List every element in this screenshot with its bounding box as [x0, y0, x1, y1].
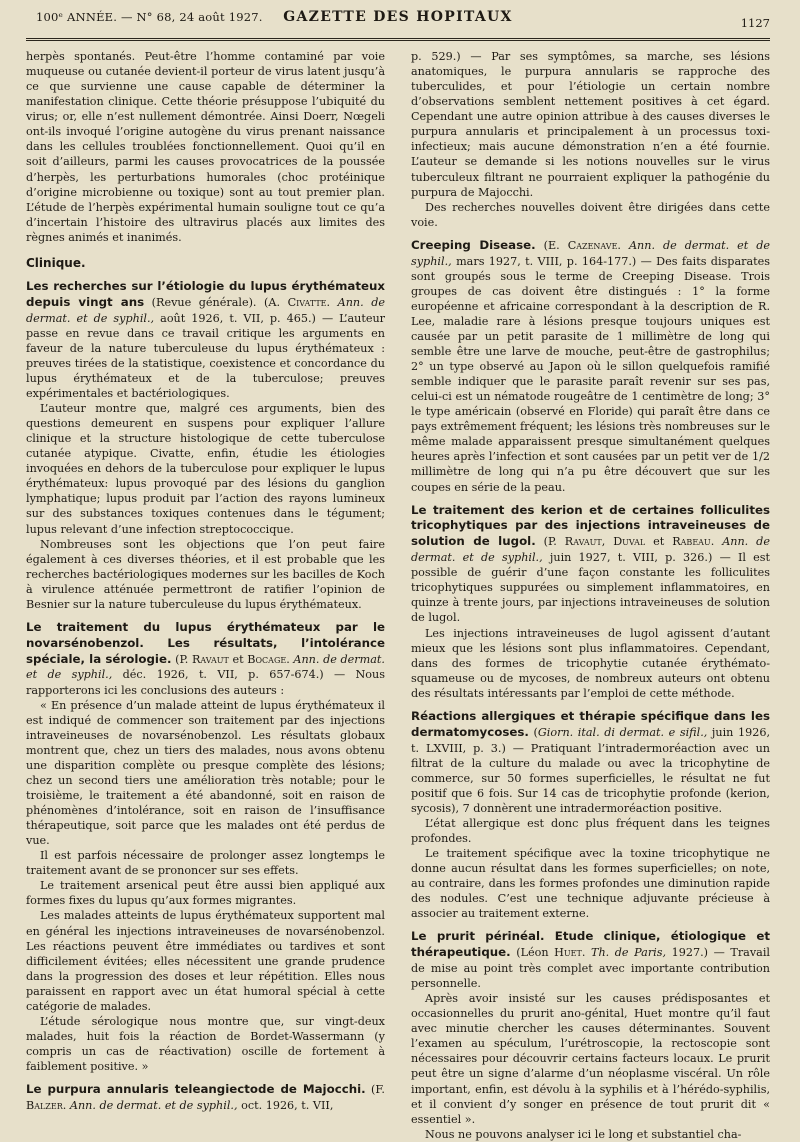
- reference-separator: .: [286, 652, 294, 666]
- article-creeping-disease: [411, 238, 770, 495]
- article-allergic-reactions: [411, 709, 770, 921]
- article-title: Le traitement du lupus érythémateux par le novarsénobenzol. Les résultats, l’intolérance spéciale, la sérologie.: [26, 619, 385, 666]
- author-name: Balzer: [26, 1099, 63, 1113]
- reference-separator: .: [617, 238, 629, 252]
- issue-info: 100ᵉ ANNÉE. — N° 68, 24 août 1927.: [36, 10, 263, 24]
- article-title: Réactions allergiques et thérapie spécifique dans les dermatomycoses.: [411, 708, 770, 739]
- reference-open: (Léon: [516, 946, 555, 960]
- article-body: — Pratiquant l’intradermoréaction avec un filtrat de la culture du malade ou avec la tricophytine de commerce, sur 50 formes superficielles, le résultat ne fut positif que 6 fois. Sur 14 cas de tricophytie profonde (kerion, sycosis), 7 donnèrent une intradermoréaction positive.: [411, 741, 770, 815]
- reference-details: août 1926, t. VII, p. 465.): [160, 311, 316, 325]
- article-paragraph: L’étude sérologique nous montre que, sur vingt-deux malades, huit fois la réaction de Bordet-Wassermann (y compris un cas de réactivation) oscille de fortement à faiblement positive. »: [26, 1014, 385, 1074]
- article-title: Le traitement des kerion et de certaines folliculites tricophytiques par des injections intraveineuses de solution de lugol.: [411, 502, 770, 549]
- reference-separator: ,: [601, 535, 614, 549]
- text-columns: [26, 49, 770, 1142]
- reference-details: mars 1927, t. VIII, p. 164-177.): [456, 254, 637, 268]
- article-lead: [26, 1082, 385, 1113]
- journal-name: Giorn. ital. di dermat. e sifil.,: [537, 725, 708, 739]
- article-paragraph: Il est parfois nécessaire de prolonger assez longtemps le traitement avant de se prononcer sur ses effets.: [26, 849, 385, 878]
- journal-name: Ann. de dermat. et de syphil.,: [69, 1099, 238, 1113]
- article-lupus-treatment: [26, 620, 385, 1074]
- article-paragraph: Les malades atteints de lupus érythémateux supportent mal en général les injections intraveineuses de novarsénobenzol. Les réactions peuvent être immédiates ou tardives et sont difficilement évitées; elles nécessitent une grande prudence dans la progression des doses et leur répétition. Elles nous paraissent en rapport avec un état humoral spécial à cette catégorie de malades.: [26, 909, 385, 1013]
- reference-open: (F.: [371, 1083, 385, 1097]
- article-paragraph: Les injections intraveineuses de lugol agissent d’autant mieux que les lésions sont plus inflammatoires. Cependant, dans des formes de tricophytie cutanée érythémato-squameuse ou de mycoses, de nombreux auteurs ont obtenu des résultats intéressants par l’emploi de cette méthode.: [411, 626, 770, 700]
- author-name: Bocage: [247, 652, 287, 666]
- author-name: Ravaut: [564, 535, 602, 549]
- reference-details: juin 1927, t. VIII, p. 326.): [549, 551, 713, 565]
- article-title: Les recherches sur l’étiologie du lupus érythémateux depuis vingt ans: [26, 278, 385, 309]
- article-reference: (Revue générale). (A.: [151, 295, 288, 309]
- article-kerion: [411, 503, 770, 701]
- article-paragraph: Après avoir insisté sur les causes prédisposantes et occasionnelles du prurit ano-génital, Huet montre qu’il faut avec minutie chercher les causes déterminantes. Souvent l’examen au spéculum, l’urétroscopie, la rectoscopie sont nécessaires pour découvrir certains facteurs locaux. Le prurit peut être un signe d’alarme d’un néoplasme viscéral. Un rôle important, enfin, est dévolu à la syphilis et à l’hérédo-syphilis, et il convient d’y songer en présence de tout prurit dit « essentiel ».: [411, 992, 770, 1126]
- article-paragraph: Le traitement spécifique avec la toxine tricophytique ne donne aucun résultat dans les formes superficielles; on note, au contraire, dans les formes profondes une diminution rapide des nodules. C’est une technique adjuvante précieuse à associer au traitement externe.: [411, 846, 770, 921]
- article-lead: [26, 620, 385, 698]
- article-body: — Travail de mise au point très complet avec importante contribution personnelle.: [411, 946, 770, 991]
- journal-name: Th. de Paris,: [590, 946, 667, 960]
- journal-title: GAZETTE DES HOPITAUX: [283, 9, 513, 25]
- reference-conjunction: et: [645, 535, 673, 549]
- journal-name: Ann. de dermat. et de syphil.,: [26, 652, 385, 682]
- article-paragraph: Des recherches nouvelles doivent être dirigées dans cette voie.: [411, 200, 770, 229]
- article-body: — L’auteur passe en revue dans ce travail critique les arguments en faveur de la nature tuberculeuse du lupus érythémateux : preuves tirées de la statistique, coexistence et concordance du lupus érythémateux et de la tuberculose; preuves expérimentales et bactériologiques.: [26, 311, 386, 400]
- article-paragraph: Nous ne pouvons analyser ici le long et substantiel cha-: [425, 1127, 742, 1141]
- reference-open: (E.: [543, 238, 568, 252]
- reference-details: juin 1926, t. LXVIII, p. 3.): [411, 725, 770, 755]
- author-name: Ravaut: [191, 652, 229, 666]
- article-body: — Des faits disparates sont groupés sous le terme de Creeping Disease. Trois groupes de cas doivent être distingués : 1° la forme européenne et africaine correspondant à la description de R. Lee, maladie rare à lésions presque toujours uniques est causée par un petit parasite de 1 millimètre de long qui semble être une larve de mouche, peut-être de gastrophilus; 2° un type observé au Japon où le sillon quelquefois ramifié semble indiquer que le parasite paraît revenir sur ses pas, celui-ci est un nématode rougeâtre de 1 centimètre de long; 3° le type américain (observé en Floride) qui paraît être dans ce pays extrêmement fréquent; les lésions très nombreuses sur le même malade apparaissent presque simultanément quelques heures après l’infection et sont causées par un petit ver de 1/2 millimètre de long qui n’a pu être découvert que sur les coupes en série de la peau.: [411, 254, 770, 494]
- article-paragraph: « En présence d’un malade atteint de lupus érythémateux il est indiqué de commencer son traitement par des injections intraveineuses de novarsénobenzol. Les résultats globaux montrent que, chez un tiers des malades, nous avons obtenu une disparition complète ou presque complète des lésions; chez un second tiers une amélioration très notable; pour le troisième, le traitement a été abandonné, soit en raison de phénomènes d’intolérance, soit en raison de l’insuffisance thérapeutique, soit parce que les malades ont été perdus de vue.: [26, 698, 385, 848]
- page-header: [26, 0, 770, 41]
- article-lead: [411, 709, 770, 816]
- journal-name: Ann. de dermat. et de syphil.,: [411, 238, 770, 268]
- article-paragraph: L’auteur montre que, malgré ces arguments, bien des questions demeurent en suspens pour expliquer l’allure clinique et la structure histologique de cette tuberculose cutanée atypique. Civatte, enfin, étudie les étiologies invoquées en dehors de la tuberculose pour expliquer le lupus érythémateux: lupus provoqué par des lésions du ganglion lymphatique; lupus produit par l’action des rayons lumineux sur des substances toxiques contenues dans le tégument; lupus relevant d’une infection streptococcique.: [26, 402, 385, 536]
- author-name: Rabeau: [672, 535, 711, 549]
- article-body: — Il est possible de guérir d’une façon constante les folliculites tricophytiques suppurées ou simplement inflammatoires, en quinze à trente jours, par injections intraveineuses de solution de lugol.: [411, 551, 771, 625]
- reference-open: (P.: [543, 535, 565, 549]
- article-title: Le prurit périnéal. Etude clinique, étiologique et thérapeutique.: [411, 929, 770, 960]
- reference-separator: .: [581, 946, 591, 960]
- article-paragraph: Le traitement arsenical peut être aussi bien appliqué aux formes fixes du lupus qu’aux formes migrantes.: [26, 879, 385, 908]
- reference-separator: .: [710, 535, 723, 549]
- article-title: Le purpura annularis teleangiectode de Majocchi.: [26, 1082, 366, 1097]
- journal-name: Ann. de dermat. et de syphil.,: [26, 295, 385, 325]
- article-lead: [411, 503, 770, 626]
- reference-open: (: [533, 725, 538, 739]
- reference-separator: .: [62, 1099, 70, 1113]
- right-column: [411, 49, 770, 1142]
- article-lead: [411, 929, 770, 991]
- reference-open: (P.: [175, 652, 192, 666]
- author-name: Civatte: [287, 295, 327, 309]
- author-name: Huet: [554, 946, 582, 960]
- herpes-paragraph: herpès spontanés. Peut-être l’homme contaminé par voie muqueuse ou cutanée devient-il porteur de virus latent jusqu’à ce que survienne une cause capable de déterminer la manifestation clinique. Cette théorie présuppose l’ubiquité du virus; or, elle n’est nullement démontrée. Ainsi Doerr, Nœgeli ont-ils invoqué l’origine autogène du virus prenant naissance dans les cellules troublées fonctionnellement. Quoi qu’il en soit d’ailleurs, parmi les causes provocatrices de la poussée d’herpès, les perturbations humorales (choc protéinique d’origine microbienne ou toxique) sont au tout premier plan. L’étude de l’herpès expérimental humain souligne tout ce qu’a d’incertain l’histoire des ultravirus placés aux limites des règnes animés et inanimés.: [26, 50, 385, 244]
- reference-details: oct. 1926, t. VII,: [241, 1099, 334, 1113]
- author-name: Duval: [613, 535, 646, 549]
- article-lead: Les recherches sur l’étiologie du lupus érythémateux depuis vingt ans (Revue générale). (A. Civatte. Ann. de dermat. et de syphil., août 1926, t. VII, p. 465.) — L’auteur passe en revue dans ce travail critique les arguments en faveur de la nature tuberculeuse du lupus érythémateux : preuves tirées de la statistique, coexistence et concordance du lupus érythémateux et de la tuberculose; preuves expérimentales et bactériologiques.: [26, 278, 386, 400]
- section-heading: Clinique.: [26, 255, 86, 270]
- author-name: Cazenave: [567, 238, 618, 252]
- reference-details: déc. 1926, t. VII, p. 657-674.): [122, 668, 324, 682]
- article-body: — Nous rapporterons ici les conclusions des auteurs :: [26, 668, 385, 697]
- article-title: Creeping Disease.: [411, 237, 536, 252]
- left-column: [26, 49, 385, 1142]
- article-lupus-etiology: [26, 279, 385, 612]
- reference-details: 1927.): [671, 946, 709, 960]
- reference-conjunction: et: [228, 652, 248, 666]
- article-lead: [411, 238, 770, 495]
- article-prurit: [411, 929, 770, 1141]
- journal-name: Ann. de dermat. et de syphil.,: [411, 535, 770, 565]
- article-paragraph: L’état allergique est donc plus fréquent dans les teignes profondes.: [411, 816, 770, 845]
- article-purpura: [26, 1082, 385, 1113]
- purpura-continuation: p. 529.) — Par ses symptômes, sa marche, ses lésions anatomiques, le purpura annularis se rapproche des tuberculides, et pour l’étiologie un certain nombre d’observations semblent nettement positives à cet égard. Cependant une autre opinion attribue à des causes diverses le purpura annularis et principalement à un processus toxi-infectieux; mais aucune démonstration n’en a été fournie. L’auteur se demande si les notions nouvelles sur le virus tuberculeux filtrant ne pourraient expliquer la pathogénie du purpura de Majocchi.: [411, 50, 770, 199]
- article-paragraph: Nombreuses sont les objections que l’on peut faire également à ces diverses théories, et il est probable que les recherches bactériologiques modernes sur les bacilles de Koch à virulence atténuée permettront de ratifier l’opinion de Besnier sur la nature tuberculeuse du lupus érythémateux.: [26, 537, 385, 611]
- page-number: 1127: [740, 16, 770, 30]
